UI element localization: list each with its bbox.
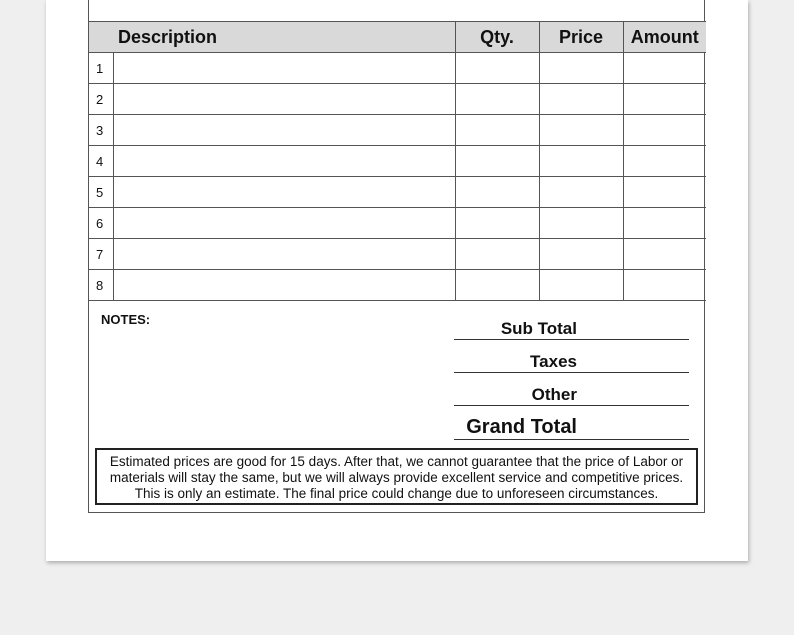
taxes-line[interactable] bbox=[454, 350, 689, 373]
description-cell[interactable] bbox=[113, 270, 455, 301]
qty-cell[interactable] bbox=[455, 208, 539, 239]
amount-cell[interactable] bbox=[623, 270, 706, 301]
qty-cell[interactable] bbox=[455, 270, 539, 301]
sub-total-label: Sub Total bbox=[500, 319, 577, 338]
price-cell[interactable] bbox=[539, 208, 623, 239]
grand-total-label: Grand Total bbox=[466, 416, 577, 438]
row-number: 1 bbox=[89, 53, 113, 84]
estimate-form bbox=[88, 0, 705, 513]
sub-total-line[interactable] bbox=[454, 316, 689, 340]
price-cell[interactable] bbox=[539, 177, 623, 208]
description-header: Description bbox=[89, 22, 455, 53]
price-cell[interactable] bbox=[539, 146, 623, 177]
description-cell[interactable] bbox=[113, 115, 455, 146]
description-cell[interactable] bbox=[113, 53, 455, 84]
line-items-table bbox=[89, 21, 706, 301]
table-header-row bbox=[89, 22, 706, 53]
table-row bbox=[89, 177, 706, 208]
row-number: 8 bbox=[89, 270, 113, 301]
amount-cell[interactable] bbox=[623, 177, 706, 208]
estimate-page bbox=[46, 0, 748, 561]
grand-total-line[interactable] bbox=[454, 414, 689, 440]
table-row bbox=[89, 146, 706, 177]
price-cell[interactable] bbox=[539, 84, 623, 115]
description-cell[interactable] bbox=[113, 208, 455, 239]
price-cell[interactable] bbox=[539, 270, 623, 301]
other-label: Other bbox=[531, 385, 577, 404]
table-row bbox=[89, 239, 706, 270]
description-cell[interactable] bbox=[113, 146, 455, 177]
notes-label: NOTES: bbox=[101, 312, 151, 327]
description-cell[interactable] bbox=[113, 239, 455, 270]
disclaimer-line: materials will stay the same, but we will always provide excellent service and competitive prices. bbox=[109, 470, 684, 485]
price-cell[interactable] bbox=[539, 239, 623, 270]
amount-cell[interactable] bbox=[623, 84, 706, 115]
amount-cell[interactable] bbox=[623, 115, 706, 146]
table-row bbox=[89, 208, 706, 239]
amount-header: Amount bbox=[623, 22, 706, 53]
amount-cell[interactable] bbox=[623, 239, 706, 270]
row-number: 3 bbox=[89, 115, 113, 146]
qty-cell[interactable] bbox=[455, 146, 539, 177]
other-line[interactable] bbox=[454, 383, 689, 406]
row-number: 7 bbox=[89, 239, 113, 270]
qty-cell[interactable] bbox=[455, 115, 539, 146]
qty-cell[interactable] bbox=[455, 239, 539, 270]
row-number: 5 bbox=[89, 177, 113, 208]
row-number: 4 bbox=[89, 146, 113, 177]
amount-cell[interactable] bbox=[623, 208, 706, 239]
amount-cell[interactable] bbox=[623, 146, 706, 177]
disclaimer-line: Estimated prices are good for 15 days. After that, we cannot guarantee that the price of Labor or bbox=[109, 454, 684, 469]
qty-cell[interactable] bbox=[455, 84, 539, 115]
taxes-label: Taxes bbox=[530, 352, 577, 371]
price-cell[interactable] bbox=[539, 53, 623, 84]
qty-cell[interactable] bbox=[455, 53, 539, 84]
amount-cell[interactable] bbox=[623, 53, 706, 84]
description-cell[interactable] bbox=[113, 177, 455, 208]
price-cell[interactable] bbox=[539, 115, 623, 146]
table-row bbox=[89, 84, 706, 115]
disclaimer-line: This is only an estimate. The final price could change due to unforeseen circumstances. bbox=[134, 486, 659, 501]
table-row bbox=[89, 115, 706, 146]
description-cell[interactable] bbox=[113, 84, 455, 115]
disclaimer-box bbox=[95, 448, 698, 505]
row-number: 2 bbox=[89, 84, 113, 115]
qty-cell[interactable] bbox=[455, 177, 539, 208]
row-number: 6 bbox=[89, 208, 113, 239]
table-row bbox=[89, 270, 706, 301]
qty-header: Qty. bbox=[455, 22, 539, 53]
table-row bbox=[89, 53, 706, 84]
price-header: Price bbox=[539, 22, 623, 53]
